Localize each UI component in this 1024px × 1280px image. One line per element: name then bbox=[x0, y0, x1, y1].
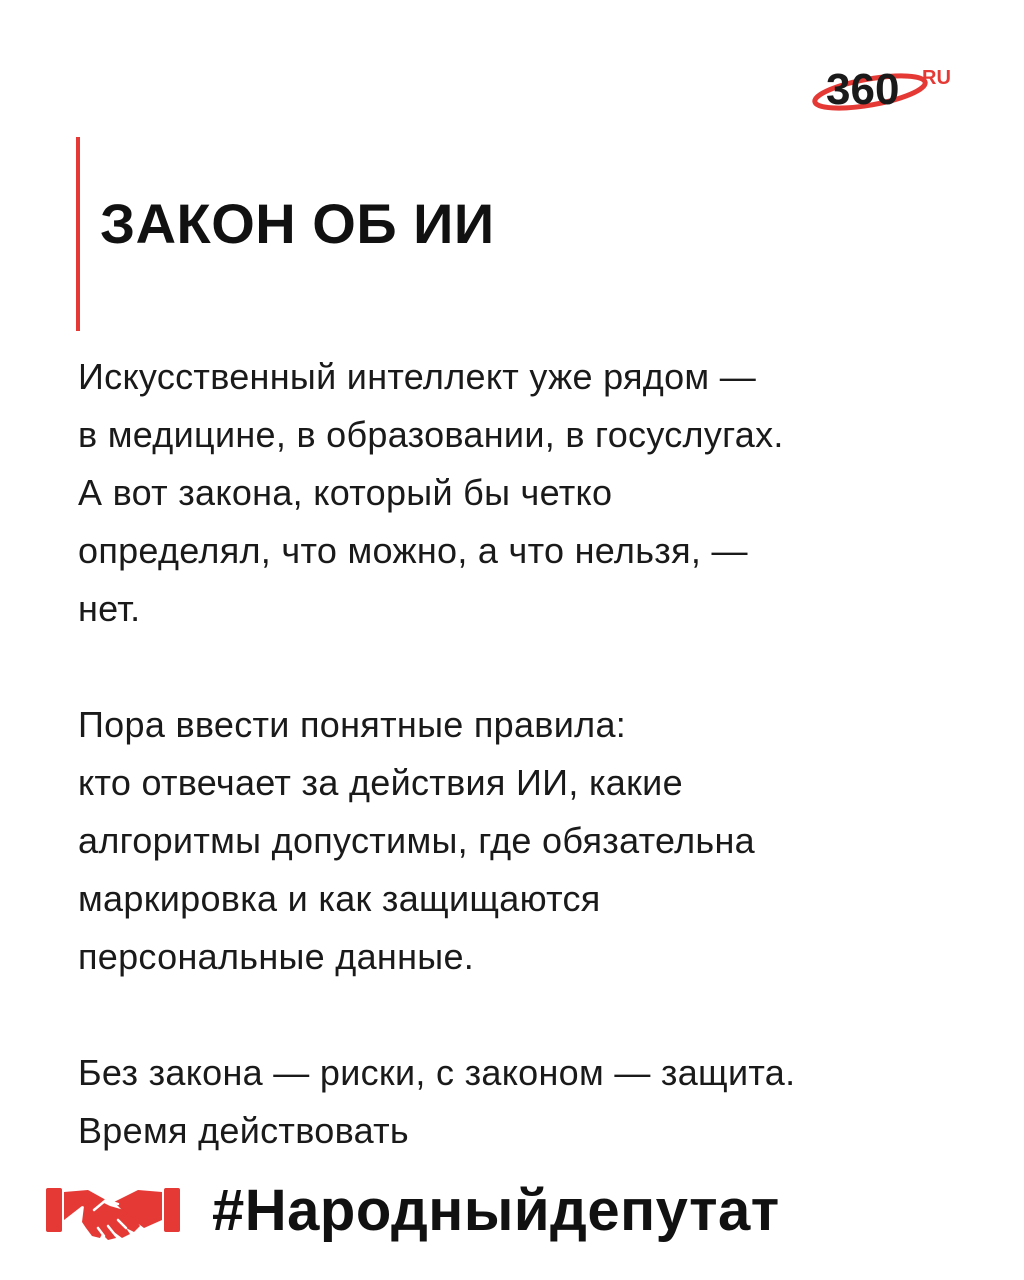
footer bbox=[44, 1170, 984, 1250]
text-line: Без закона — риски, с законом — защита. bbox=[78, 1052, 796, 1093]
page-title: ЗАКОН ОБ ИИ bbox=[100, 192, 495, 255]
paragraph-intro bbox=[78, 348, 998, 638]
logo-suffix: RU bbox=[922, 67, 951, 89]
article-body bbox=[78, 348, 998, 1218]
accent-bar bbox=[76, 137, 80, 331]
logo-number: 360 bbox=[826, 65, 900, 114]
text-line: кто отвечает за действия ИИ, какие bbox=[78, 762, 683, 803]
text-line: Пора ввести понятные правила: bbox=[78, 704, 627, 745]
text-line: Время действовать bbox=[78, 1110, 409, 1151]
text-line: в медицине, в образовании, в госуслугах. bbox=[78, 414, 784, 455]
hashtag: #Народныйдепутат bbox=[212, 1178, 780, 1243]
text-line: А вот закона, который бы четко bbox=[78, 472, 613, 513]
brand-logo bbox=[808, 58, 978, 114]
text-line: нет. bbox=[78, 588, 141, 629]
paragraph-rules bbox=[78, 696, 998, 986]
logo-360-icon bbox=[808, 58, 978, 114]
text-line: алгоритмы допустимы, где обязательна bbox=[78, 820, 755, 861]
text-line: персональные данные. bbox=[78, 936, 475, 977]
text-line: Искусственный интеллект уже рядом — bbox=[78, 356, 757, 397]
text-line: определял, что можно, а что нельзя, — bbox=[78, 530, 748, 571]
paragraph-conclusion bbox=[78, 1044, 998, 1160]
handshake-icon bbox=[44, 1176, 182, 1246]
text-line: маркировка и как защищаются bbox=[78, 878, 601, 919]
